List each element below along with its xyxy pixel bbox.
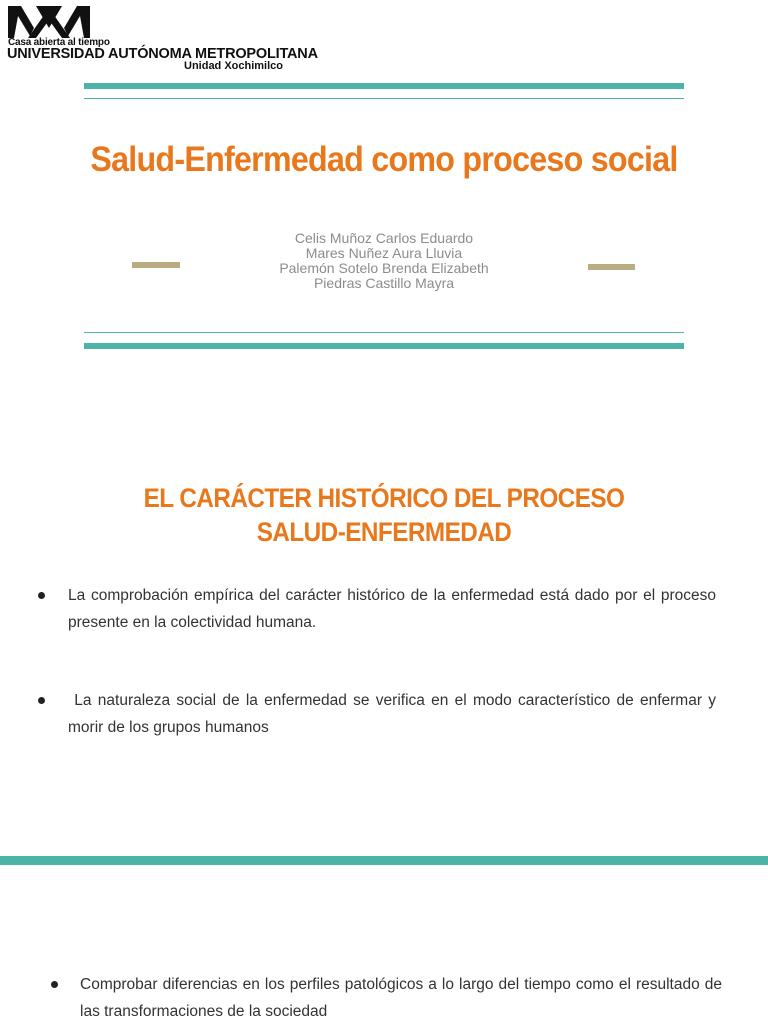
author-name: Mares Nuñez Aura Lluvia — [305, 245, 463, 261]
top-divider-thick — [84, 83, 684, 89]
author-name: Palemón Sotelo Brenda Elizabeth — [279, 260, 489, 276]
uam-logo-icon — [8, 6, 90, 38]
bullet-dot — [38, 592, 45, 599]
slide-title: Salud-Enfermedad como proceso social — [90, 140, 678, 179]
section-heading-line: EL CARÁCTER HISTÓRICO DEL PROCESO — [143, 483, 625, 513]
bottom-divider-thick — [84, 343, 684, 349]
author-list — [0, 231, 768, 291]
bullet-text: La comprobación empírica del carácter histórico de la enfermedad está dado por el proceso presente en la colectividad humana. — [68, 587, 716, 631]
university-name: UNIVERSIDAD AUTÓNOMA METROPOLITANA — [7, 46, 318, 62]
author-name: Celis Muñoz Carlos Eduardo — [294, 230, 474, 246]
slide-separator — [0, 856, 768, 865]
logo-tagline: Casa abierta al tiempo — [8, 37, 110, 48]
section-heading-line: SALUD-ENFERMEDAD — [256, 517, 512, 547]
bullet-text: La naturaleza social de la enfermedad se verifica en el modo característico de enfermar y morir de los grupos humanos — [68, 692, 721, 736]
university-unit: Unidad Xochimilco — [184, 60, 284, 72]
bottom-divider-thin — [84, 332, 684, 333]
top-divider-thin — [84, 98, 684, 99]
author-name: Piedras Castillo Mayra — [313, 275, 455, 291]
bullet-dot — [51, 981, 58, 988]
bullet-text: Comprobar diferencias en los perfiles patológicos a lo largo del tiempo como el resultado de las transformaciones de la sociedad — [80, 976, 722, 1020]
bullet-dot — [38, 697, 45, 704]
section-heading — [38, 481, 729, 549]
